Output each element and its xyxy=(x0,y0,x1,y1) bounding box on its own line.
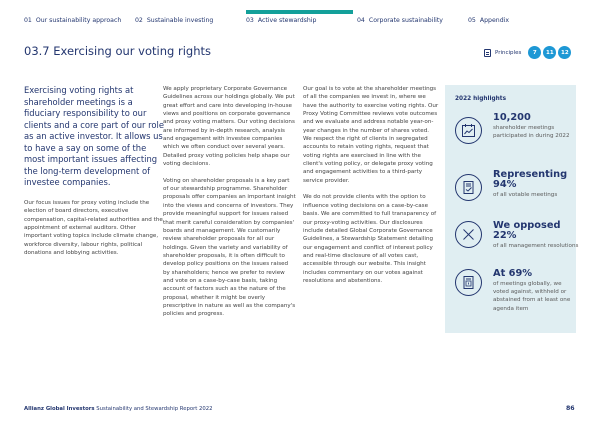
highlight-headline: 10,200 xyxy=(493,112,531,123)
nav-item-appendix[interactable]: 05 Appendix xyxy=(468,17,509,24)
highlight-description: of all votable meetings xyxy=(493,192,558,198)
highlight-headline: At 69% xyxy=(493,268,533,279)
section-nav xyxy=(0,0,600,30)
footer xyxy=(24,406,213,412)
footer-brand: Allianz Global Investors xyxy=(24,406,95,412)
highlight-headline: We opposed 22% xyxy=(493,220,561,241)
paragraph: We apply proprietary Corporate Governance Guidelines across our holdings globally. We put great effort and care into developing in-house views and positions on corporate governance and proxy voting matters. Our voting decisions are informed by in-depth research, analysis and engagement with investee companies which we often conduct over several years. Detailed proxy voting policies help shape our voting decisions. xyxy=(163,86,295,168)
highlight-headline: Representing 94% xyxy=(493,169,568,190)
principle-badge-11[interactable]: 11 xyxy=(543,46,556,59)
page-number: 86 xyxy=(566,405,575,412)
paragraph: We do not provide clients with the option to influence voting decisions on a case-by-case basis. We are committed to full transparency of our proxy-voting activities. Our disclosures include detailed Global Corporate Governance Guidelines, a Stewardship Statement detailing our engagement and conflict of interest policy and real-time disclosure of all votes cast, accessible through our website. This insight includes commentary on our votes against resolutions and abstentions. xyxy=(303,194,437,284)
paragraph: Our goal is to vote at the shareholder meetings of all the companies we invest in, where we have the authority to exercise voting rights. Our Proxy Voting Committee reviews vote outcomes and we evaluate and address notable year-on-year changes in the number of shares voted. We respect the right of clients in segregated accounts to retain voting rights, request that voting rights are exercised in line with the client's voting policy, or delegate proxy voting and engagement activities to a third-party service provider. xyxy=(303,86,439,184)
highlights-title: 2022 highlights xyxy=(455,96,507,102)
cross-icon xyxy=(455,221,482,248)
principle-badge-12[interactable]: 12 xyxy=(558,46,571,59)
principles-group xyxy=(484,46,571,59)
ballot-box-icon xyxy=(455,269,482,296)
text-column-1 xyxy=(24,199,164,257)
text-column-3 xyxy=(303,85,439,285)
intro-statement: Exercising voting rights at shareholder meetings is a fiduciary responsibility to our clients and a core part of our role as an active investor. It allows us to have a say on some of the most important issues affecting the long-term development of investee companies. xyxy=(24,85,165,187)
highlights-panel xyxy=(445,85,579,333)
highlight-description: shareholder meetings participated in during 2022 xyxy=(493,125,570,140)
paragraph: Our focus issues for proxy voting include the election of board directors, executive compensation, capital-related authorities and the appointment of external auditors. Other important voting topics include climate change, workforce diversity, labour rights, political donations and lobbying activities. xyxy=(24,200,163,257)
text-column-2 xyxy=(163,85,296,319)
checklist-icon xyxy=(455,174,482,201)
highlight-description: of meetings globally, we voted against, withheld or abstained from at least one agenda item xyxy=(493,281,571,312)
highlight-description: of all management resolutions xyxy=(493,243,579,249)
page-title: 03.7 Exercising our voting rights xyxy=(24,44,211,58)
principles-label: Principles xyxy=(495,49,522,56)
footer-report-title: Sustainability and Stewardship Report 2022 xyxy=(96,406,213,412)
paragraph: Voting on shareholder proposals is a key part of our stewardship programme. Shareholder proposals offer companies an important insight into the views and concerns of investors. They provide meaningful support for issues raised that merit careful consideration by companies' boards and management. We customarily review shareholder proposals for all our holdings. Given the variety and variability of shareholder proposals, it is often difficult to develop policy positions on the issues raised by shareholders; hence we prefer to review and vote on a case-by-case basis, taking account of factors such as the nature of the proposal, whether it might be overly prescriptive in nature as well as the company's policies and progress. xyxy=(163,177,296,318)
calendar-chart-icon xyxy=(455,117,482,144)
nav-item-sustainability-approach[interactable]: 01 Our sustainability approach xyxy=(24,17,122,24)
principle-badge-7[interactable]: 7 xyxy=(528,46,541,59)
book-icon xyxy=(484,49,491,57)
nav-item-corporate-sustainability[interactable]: 04 Corporate sustainability xyxy=(357,17,443,24)
nav-item-active-stewardship[interactable]: 03 Active stewardship xyxy=(246,17,317,24)
nav-item-sustainable-investing[interactable]: 02 Sustainable investing xyxy=(135,17,214,24)
